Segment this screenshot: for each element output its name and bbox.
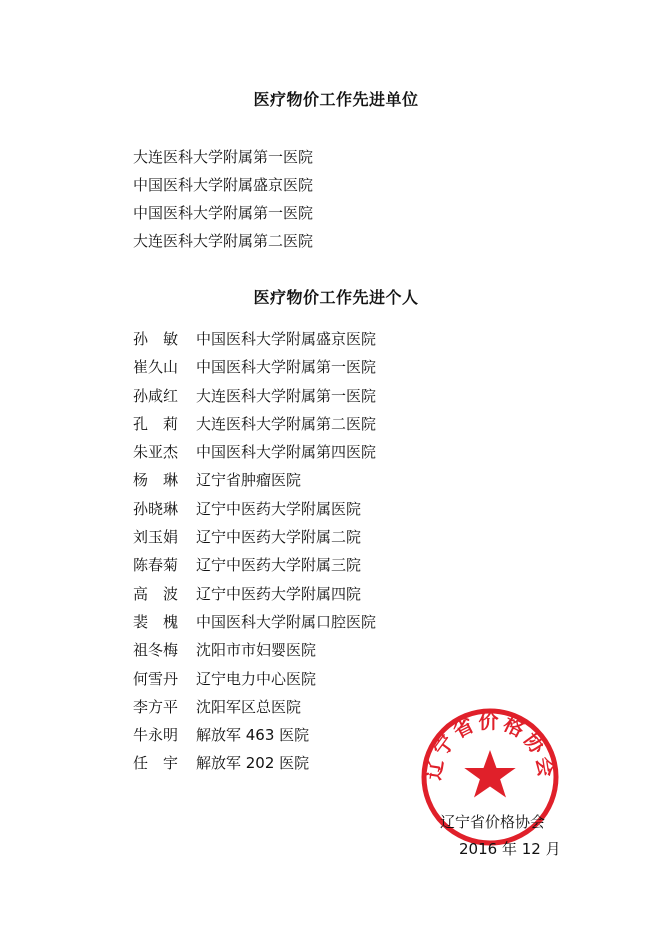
person-name: 孙 敏 [133,330,179,348]
person-organization: 辽宁电力中心医院 [196,669,317,688]
person-name: 刘玉娟 [133,528,179,547]
person-name: 孙咸红 [133,386,179,405]
person-name: 祖冬梅 [133,641,179,660]
issuer-name: 辽宁省价格协会 [440,813,546,831]
person-name: 杨 琳 [133,471,179,490]
seal-text: 辽宁省价格协会 [421,709,559,782]
person-name: 孔 莉 [133,414,179,433]
person-organization: 大连医科大学附属第二医院 [196,414,377,433]
person-name: 朱亚杰 [133,443,179,462]
person-item [133,551,376,579]
person-item [133,523,376,551]
person-name: 高 波 [133,584,179,603]
person-organization: 中国医科大学附属口腔医院 [196,612,377,631]
person-item [133,721,376,749]
person-organization: 辽宁中医药大学附属四院 [196,584,362,603]
person-organization: 解放军 202 医院 [196,754,310,773]
person-name: 牛永明 [133,726,179,745]
person-item [133,325,376,353]
advanced-individuals-title: 医疗物价工作先进个人 [253,288,419,307]
person-organization: 辽宁中医药大学附属医院 [196,499,362,518]
person-item [133,382,376,410]
person-name: 任 宇 [133,754,179,773]
person-item [133,636,376,664]
person-name: 崔久山 [133,358,179,377]
person-name: 李方平 [133,697,179,716]
seal-star-icon [464,750,515,798]
unit-item: 中国医科大学附属盛京医院 [133,176,314,194]
person-item [133,410,376,438]
person-item [133,495,376,523]
person-item [133,608,376,636]
person-item [133,580,376,608]
person-organization: 大连医科大学附属第一医院 [196,386,377,405]
person-item [133,749,376,777]
person-name: 裴 槐 [133,612,179,631]
person-organization: 沈阳军区总医院 [196,697,302,716]
person-name: 何雪丹 [133,669,179,688]
person-organization: 中国医科大学附属盛京医院 [196,330,377,348]
advanced-individuals-list [133,325,376,778]
person-item [133,466,376,494]
person-organization: 辽宁中医药大学附属三院 [196,556,362,575]
person-organization: 解放军 463 医院 [196,726,310,745]
person-organization: 中国医科大学附属第一医院 [196,358,377,377]
advanced-units-list [133,143,313,255]
person-organization: 沈阳市市妇婴医院 [196,641,317,660]
issue-date: 2016 年 12 月 [459,840,561,858]
person-item [133,693,376,721]
unit-item: 大连医科大学附属第一医院 [133,148,314,166]
person-organization: 辽宁省肿瘤医院 [196,471,302,490]
person-organization: 中国医科大学附属第四医院 [196,443,377,462]
unit-item: 中国医科大学附属第一医院 [133,204,314,222]
person-item [133,665,376,693]
advanced-units-title: 医疗物价工作先进单位 [253,90,419,109]
unit-item: 大连医科大学附属第二医院 [133,232,314,250]
person-name: 孙晓琳 [133,499,179,518]
person-item [133,438,376,466]
person-organization: 辽宁中医药大学附属二院 [196,528,362,547]
person-name: 陈春菊 [133,556,179,575]
person-item [133,353,376,381]
